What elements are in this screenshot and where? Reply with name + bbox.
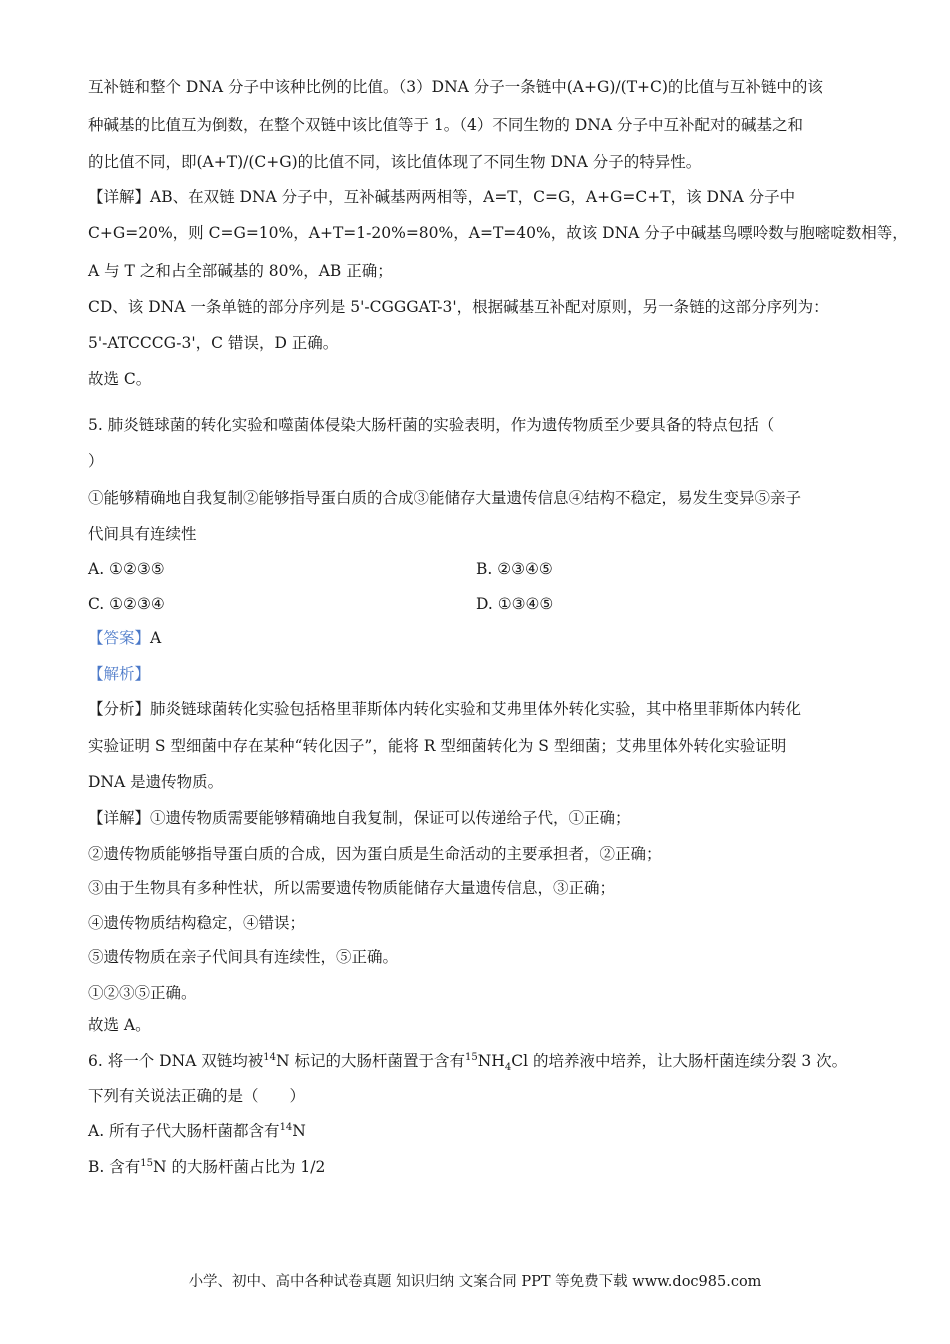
detail-line: ②遗传物质能够指导蛋白质的合成，因为蛋白质是生命活动的主要承担者，②正确； [88,845,662,863]
paragraph-line: 互补链和整个 DNA 分子中该种比例的比值。（3）DNA 分子一条链中(A+G)/(T+C)的比值与互补链中的该 [88,78,823,96]
isotope-sup: 15 [465,1051,478,1063]
detail-line: 故选 A。 [88,1016,151,1034]
analysis-tag: 【解析】 [88,665,151,683]
detail-line: 故选 C。 [88,370,152,388]
detail-line: ③由于生物具有多种性状，所以需要遗传物质能储存大量遗传信息，③正确； [88,879,616,897]
question-items: 代间具有连续性 [88,525,197,543]
analysis-line [88,664,150,684]
option-text: B. 含有 [88,1158,141,1176]
detail-line: CD、该 DNA 一条单链的部分序列是 5'-CGGGAT-3'，根据碱基互补配对原则，另一条链的这部分序列为： [88,298,829,316]
option-a: A. ①②③⑤ [88,560,165,578]
analysis-text: DNA 是遗传物质。 [88,773,224,791]
detail-line: 5'-ATCCCG-3'，C 错误，D 正确。 [88,334,339,352]
paragraph-line: 种碱基的比值互为倒数，在整个双链中该比值等于 1。（4）不同生物的 DNA 分子中互补配对的碱基之和 [88,116,803,134]
detail-line: C+G=20%，则 C=G=10%，A+T=1-20%=80%，A=T=40%，故该 DNA 分子中碱基鸟嘌呤数与胞嘧啶数相等， [88,224,908,242]
stem-part: 6. 将一个 DNA 双链均被 [88,1052,264,1070]
isotope-sup: 14 [263,1051,276,1063]
question-items: ①能够精确地自我复制②能够指导蛋白质的合成③能储存大量遗传信息④结构不稳定，易发生变异⑤亲子 [88,489,802,507]
option-b: B. ②③④⑤ [476,560,553,578]
stem-part: N 标记的大肠杆菌置于含有 [276,1052,465,1070]
page-footer: 小学、初中、高中各种试卷真题 知识归纳 文案合同 PPT 等免费下载 www.doc985.com [188,1274,762,1290]
question-stem [88,1051,848,1074]
isotope-sup: 14 [279,1121,293,1133]
analysis-text: 实验证明 S 型细菌中存在某种“转化因子”，能将 R 型细菌转化为 S 型细菌；艾弗里体外转化实验证明 [88,737,787,755]
detail-line: ④遗传物质结构稳定，④错误； [88,914,306,932]
formula-sub: 4 [504,1062,512,1074]
answer-line [88,628,161,648]
detail-line: 【详解】①遗传物质需要能够精确地自我复制，保证可以传递给子代，①正确； [88,809,631,827]
option-text: N [292,1122,306,1140]
option-text: N 的大肠杆菌占比为 1/2 [152,1158,326,1176]
option-b [88,1157,325,1177]
option-a [88,1121,306,1141]
answer-tag: 【答案】 [88,629,151,647]
detail-line: ①②③⑤正确。 [88,984,197,1002]
analysis-text: 【分析】肺炎链球菌转化实验包括格里菲斯体内转化实验和艾弗里体外转化实验，其中格里菲斯体内转化 [88,700,802,718]
option-d: D. ①③④⑤ [476,595,554,613]
answer-value: A [150,629,162,647]
isotope-sup: 15 [140,1157,153,1169]
option-c: C. ①②③④ [88,595,165,613]
detail-line: 【详解】AB、在双链 DNA 分子中，互补碱基两两相等，A=T，C=G，A+G=C+T，该 DNA 分子中 [88,188,796,206]
question-stem: 5. 肺炎链球菌的转化实验和噬菌体侵染大肠杆菌的实验表明，作为遗传物质至少要具备的特点包括（ [88,416,775,434]
question-stem: ） [88,452,104,470]
stem-part: NH [477,1052,505,1070]
stem-part: Cl 的培养液中培养，让大肠杆菌连续分裂 3 次。 [511,1052,848,1070]
detail-line: A 与 T 之和占全部碱基的 80%，AB 正确； [88,262,393,280]
paragraph-line: 的比值不同，即(A+T)/(C+G)的比值不同，该比值体现了不同生物 DNA 分子的特异性。 [88,153,702,171]
option-text: A. 所有子代大肠杆菌都含有 [88,1122,280,1140]
detail-line: ⑤遗传物质在亲子代间具有连续性，⑤正确。 [88,948,399,966]
question-stem: 下列有关说法正确的是（ ） [88,1087,306,1105]
